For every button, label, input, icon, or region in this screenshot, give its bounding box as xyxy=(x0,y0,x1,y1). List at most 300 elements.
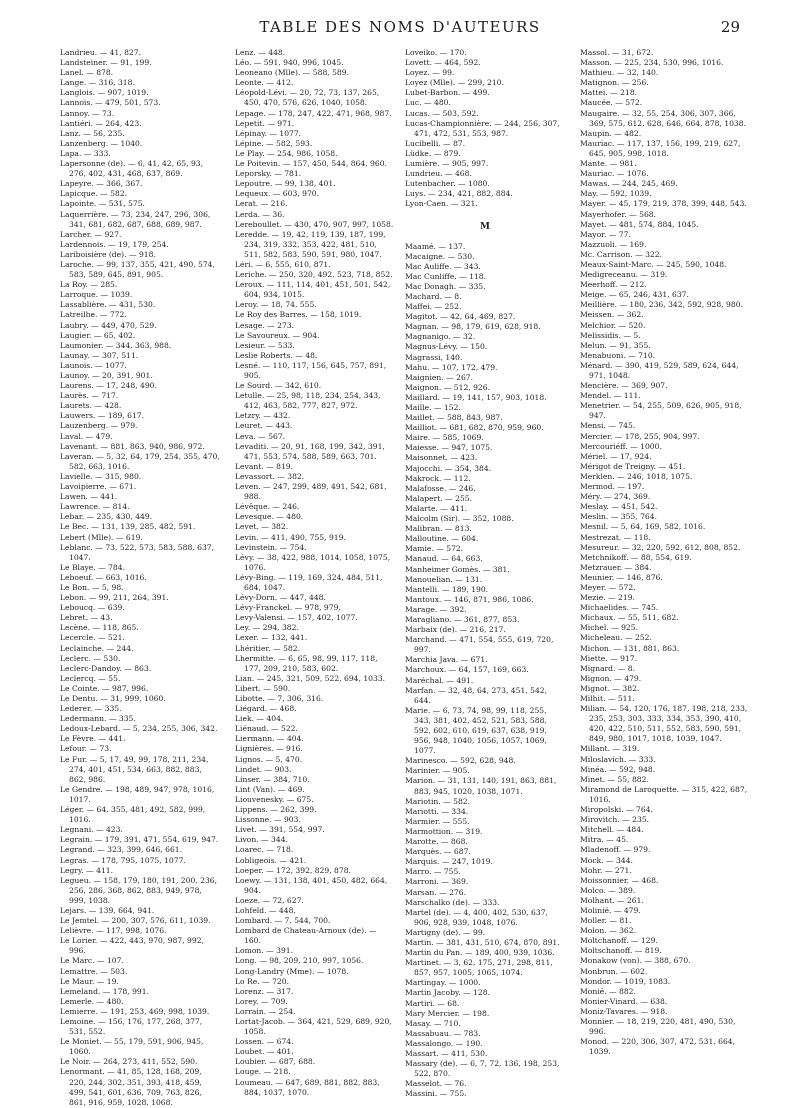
index-entry: Mercier. — 178, 255, 904, 997. xyxy=(580,431,700,441)
index-entry: Ley. — 294, 382. xyxy=(235,623,299,633)
index-entry: Lerat. — 216. xyxy=(235,199,288,209)
index-entry: Lavielle. — 315, 980. xyxy=(60,471,142,481)
index-entry: Malarte. — 411. xyxy=(405,503,468,513)
index-entry: Leva. — 567. xyxy=(235,431,286,441)
index-entry: Marroni. — 369. xyxy=(405,877,469,887)
index-entry: Mérigot de Treigny. — 451. xyxy=(580,461,686,471)
index-column-3 xyxy=(405,48,565,1099)
index-entry: Mencière. — 369, 907. xyxy=(580,381,668,391)
index-entry: Martel (de). — 4, 400, 402, 530, 637, 906, 928, 939, 1048, 1076. xyxy=(405,907,548,927)
page-header xyxy=(0,18,800,40)
index-entry: Leven. — 247, 299, 489, 491, 542, 681, 988. xyxy=(235,482,387,502)
index-entry: Mercouriéff. — 1000. xyxy=(580,441,662,451)
index-entry: Laumonier. — 344, 363, 988. xyxy=(60,340,172,350)
index-entry: Le Gendre. — 198, 489, 947, 978, 1016, 1017. xyxy=(60,784,215,804)
index-entry: Landrieu. — 41, 827. xyxy=(60,48,141,57)
index-entry: Lohfeld. — 448. xyxy=(235,905,296,915)
index-entry: Meerhoff. — 212. xyxy=(580,280,647,290)
index-entry: Lebret. — 43. xyxy=(60,613,113,623)
index-entry: Marotte. — 868. xyxy=(405,837,468,847)
index-entry: Monié. — 882. xyxy=(580,986,636,996)
index-entry: Moissonnier. — 468. xyxy=(580,875,659,885)
index-entry: Lardennois. — 19, 179, 254. xyxy=(60,239,169,249)
index-entry: Martin du Pan. — 189, 400, 939, 1036. xyxy=(405,948,555,958)
index-entry: Mignon. — 479. xyxy=(580,673,642,683)
index-entry: Le Fèvre. — 441. xyxy=(60,734,126,744)
index-column-1 xyxy=(60,48,220,1107)
index-entry: Maucée. — 572. xyxy=(580,98,643,108)
index-entry: Leporsky. — 781. xyxy=(235,169,302,179)
index-entry: Mayor. — 77. xyxy=(580,229,631,239)
index-entry: Lecercle. — 521. xyxy=(60,633,125,643)
index-entry: Medigreceanu. — 319. xyxy=(580,270,668,280)
index-entry: Lomon. — 391. xyxy=(235,946,294,956)
index-entry: Marie. — 6, 73, 74, 98, 99, 118, 255, 343, 381, 402, 452, 521, 583, 588, 592, 602, 610, 619, 637, 638, 919, 956, 948, 1040, 1056, 1057, 1069, 1077. xyxy=(405,705,547,756)
index-entry: Lanz. — 56, 235. xyxy=(60,128,125,138)
index-entry: Mahu. — 107, 172, 479. xyxy=(405,362,498,372)
index-entry: Lederer. — 335. xyxy=(60,704,122,714)
index-entry: Mac Auliffe. — 343. xyxy=(405,261,481,271)
index-entry: Marschalko (de). — 333. xyxy=(405,897,500,907)
index-entry: Lévêque. — 246. xyxy=(235,502,300,512)
index-entry: Magrassi, 140. xyxy=(405,352,463,362)
page-title: TABLE DES NOMS D'AUTEURS xyxy=(259,18,541,36)
index-entry: Marchoux. — 64, 157, 169, 663. xyxy=(405,665,529,675)
index-entry: Moltschanoff. — 819. xyxy=(580,946,662,956)
index-entry: Meaux-Saint-Marc. — 245, 590, 1048. xyxy=(580,259,727,269)
index-entry: Moller. — 81. xyxy=(580,916,632,926)
index-entry: Larcher. — 927. xyxy=(60,229,122,239)
index-entry: Millant. — 319. xyxy=(580,744,640,754)
index-entry: Mignard. — 8. xyxy=(580,663,636,673)
index-entry: Levin. — 411, 490, 755, 919. xyxy=(235,532,346,542)
index-entry: Lequeux. — 603, 970. xyxy=(235,189,320,199)
index-entry: Levaditi. — 20, 91, 168, 199, 342, 391, 471, 553, 574, 588, 589, 663, 701. xyxy=(235,441,385,461)
index-entry: Lapicque. — 582. xyxy=(60,189,128,199)
index-entry: Menabuoni. — 710. xyxy=(580,350,656,360)
index-entry: Le Blaye. — 784. xyxy=(60,562,126,572)
index-entry: Letzry. — 432. xyxy=(235,411,291,421)
index-entry: Méry. — 274, 369. xyxy=(580,492,651,502)
index-entry: Massalongo. — 190. xyxy=(405,1038,483,1048)
index-entry: Monier-Vinard. — 638. xyxy=(580,996,668,1006)
index-entry: Leclerc. — 530. xyxy=(60,653,121,663)
index-entry: Lortat-Jacob. — 364, 421, 529, 689, 920, 1058. xyxy=(235,1017,392,1037)
index-entry: Meissen. — 362. xyxy=(580,310,644,320)
index-entry: Maignon. — 512, 926. xyxy=(405,382,491,392)
index-entry: Lawen. — 441. xyxy=(60,492,118,502)
index-entry: Lannois. — 479, 501, 573. xyxy=(60,98,161,108)
index-entry: Michon. — 131, 881, 863. xyxy=(580,643,680,653)
index-entry: Libotte. — 7, 306, 316. xyxy=(235,694,324,703)
index-entry: Le Maur. — 19. xyxy=(60,976,119,986)
index-entry: Larroque. — 1039. xyxy=(60,290,133,300)
index-entry: Lanel. — 878. xyxy=(60,68,114,78)
index-column-2 xyxy=(235,48,395,1097)
index-entry: Lorey. — 709. xyxy=(235,996,288,1006)
index-entry: Laveran. — 5, 32, 64, 179, 254, 355, 470, 582, 663, 1016. xyxy=(60,451,220,471)
index-entry: Lévy-Franckel. — 978, 979. xyxy=(235,603,341,613)
index-entry: Mantoux. — 146, 871, 986, 1086. xyxy=(405,594,534,604)
index-entry: Le Sourd. — 342, 610. xyxy=(235,381,322,391)
index-entry: Mayerhofer. — 568. xyxy=(580,209,657,219)
index-entry: Launois. — 1077. xyxy=(60,360,127,370)
index-entry: Maignien. — 267. xyxy=(405,372,474,382)
index-entry: Mante. — 981. xyxy=(580,159,637,169)
index-entry: Leredde. — 19, 42, 119, 139, 187, 199, 234, 319, 332, 353, 422, 481, 510, 511, 582, 583, 590, 591, 980, 1047. xyxy=(235,229,386,259)
index-entry: Meunier. — 146, 876. xyxy=(580,572,663,582)
index-entry: Mendel. — 111. xyxy=(580,391,641,401)
index-entry: Mohr. — 271. xyxy=(580,865,632,875)
index-entry: Luys. — 234, 421, 882, 884. xyxy=(405,189,513,199)
index-entry: Mladenoff. — 979. xyxy=(580,845,651,855)
index-entry: Lantiéri. — 264, 423. xyxy=(60,118,142,128)
index-entry: Monod. — 220, 306, 307, 472, 531, 664, 1039. xyxy=(580,1037,736,1057)
index-entry: Mantelli. — 189, 190. xyxy=(405,584,489,594)
index-entry: Mauriac. — 117, 137, 156, 199, 219, 627, 645, 905, 998, 1018. xyxy=(580,138,741,158)
index-entry: Marinier. — 905. xyxy=(405,766,470,776)
index-entry: Meige. — 65, 246, 431, 637. xyxy=(580,290,689,300)
index-entry: Macaigne. — 530. xyxy=(405,251,475,261)
index-entry: Miramond de Laroquette. — 315, 422, 687, 1016. xyxy=(580,784,748,804)
index-entry: Long. — 98, 209, 210, 997, 1056. xyxy=(235,956,364,966)
index-entry: Lejars. — 139, 664, 941. xyxy=(60,905,155,915)
index-entry: Lhéritier. — 582. xyxy=(235,643,300,653)
index-entry: Loyez. — 99. xyxy=(405,68,455,78)
index-entry: Milian. — 54, 120, 176, 187, 198, 218, 233, 235, 253, 303, 333, 334, 353, 390, 410, 420, 422, 510, 511, 552, 583, 590, 591, 849, 980, 1017, 1018, 1039, 1047. xyxy=(580,704,748,744)
index-entry: Mezie. — 219. xyxy=(580,593,635,603)
index-entry: Mock. — 344. xyxy=(580,855,633,865)
index-entry: Lint (Van). — 469. xyxy=(235,784,305,794)
index-entry: Maugaire. — 32, 55, 254, 306, 307, 366, 369, 575, 612, 628, 646, 664, 878, 1038. xyxy=(580,108,746,128)
index-entry: Lavoipierre. — 671. xyxy=(60,482,137,492)
index-entry: Masson. — 225, 234, 530, 996, 1016. xyxy=(580,58,724,68)
index-entry: Livon. — 344. xyxy=(235,835,288,845)
index-entry: Lemattre. — 503. xyxy=(60,966,128,976)
index-entry: Loyez (Mlle). — 299, 210. xyxy=(405,78,504,88)
index-entry: Lannoy. — 73. xyxy=(60,108,115,118)
index-entry: Metzrauer. — 384. xyxy=(580,562,652,572)
index-entry: Louge. — 218. xyxy=(235,1067,291,1077)
index-entry: Magnus-Lévy. — 150. xyxy=(405,342,488,352)
index-entry: Lossen. — 674. xyxy=(235,1037,294,1047)
index-entry: Magnanigo. — 32. xyxy=(405,332,476,342)
index-entry: Lauwers. — 189, 617. xyxy=(60,411,145,421)
index-entry: Massini. — 755. xyxy=(405,1089,467,1099)
index-entry: Lévy-Bing. — 119, 169, 324, 484, 511, 684, 1047. xyxy=(235,572,383,592)
index-entry: Marage. — 392. xyxy=(405,604,467,614)
index-entry: Maille. — 152. xyxy=(405,403,461,412)
index-entry: Mermod. — 197. xyxy=(580,482,645,492)
index-entry: Molon. — 362. xyxy=(580,926,636,936)
index-entry: Lo Re. — 720. xyxy=(235,976,289,986)
index-entry: Lundrieu. — 468. xyxy=(405,169,472,179)
page-number: 29 xyxy=(720,18,740,36)
index-entry: Léri. — 6, 555, 610, 871. xyxy=(235,259,331,269)
index-entry: Landsteiner. — 91, 199. xyxy=(60,58,152,68)
index-entry: Malapert. — 255. xyxy=(405,493,473,503)
index-entry: Loumeau. — 647, 689, 881, 882, 883, 884, 1037, 1070. xyxy=(235,1077,380,1097)
index-entry: Launoy. — 20, 391, 901. xyxy=(60,371,153,380)
index-entry: Legueu. — 158, 179, 180, 191, 200, 236, 256, 286, 368, 862, 883, 949, 978, 999, 1038. xyxy=(60,875,218,905)
index-entry: Moniz-Tavares. — 918. xyxy=(580,1006,668,1016)
index-entry: Lapa. — 333. xyxy=(60,148,111,158)
section-letter-heading: M xyxy=(480,221,490,232)
index-entry: Lebon. — 99, 211, 264, 391. xyxy=(60,593,169,603)
index-entry: Mitra. — 45. xyxy=(580,835,629,845)
index-entry: Le Poitevin. — 157, 450, 544, 864, 960. xyxy=(235,159,387,169)
index-entry: Marbaix (de). — 216, 217. xyxy=(405,625,506,635)
index-entry: Milhit. — 511. xyxy=(580,694,635,703)
index-entry: Lucas. — 503, 592. xyxy=(405,108,479,118)
index-entry: Mesureur. — 32, 220, 592, 612, 808, 852. xyxy=(580,542,741,552)
index-entry: Lenormant. — 41, 85, 128, 168, 209, 220, 244, 302, 351, 393, 418, 459, 499, 541, 601, 636, 709, 763, 826, 861, 916, 959, 1028, 1068. xyxy=(60,1067,202,1107)
index-entry: Legrand. — 323, 399, 646, 661. xyxy=(60,845,183,855)
index-entry: Letulle. — 25, 98, 118, 234, 254, 343, 412, 463, 582, 777, 827, 972. xyxy=(235,391,381,411)
index-entry: Lefour. — 73. xyxy=(60,744,112,754)
index-entry: Laquerrière. — 73, 234, 247, 296, 306, 341, 681, 682, 687, 688, 689, 987. xyxy=(60,209,211,229)
index-entry: Loeze. — 72, 627. xyxy=(235,895,304,905)
index-entry: Lombard. — 7, 544, 700. xyxy=(235,916,331,926)
index-entry: Mignot. — 382. xyxy=(580,683,640,693)
index-entry: Loewy. — 131, 138, 401, 450, 482, 664, 904. xyxy=(235,875,388,895)
index-entry: Le Moniet. — 55, 179, 591, 906, 945, 1060. xyxy=(60,1037,204,1057)
index-entry: Levet. — 382. xyxy=(235,522,289,532)
index-entry: Loveiko. — 170. xyxy=(405,48,467,57)
index-entry: Mathieu. — 32, 140. xyxy=(580,68,659,78)
index-entry: Marinesco. — 592, 628, 948. xyxy=(405,756,516,766)
index-entry: Maupin. — 482. xyxy=(580,128,642,138)
index-entry: Lucibelli. — 87. xyxy=(405,138,466,148)
index-entry: Mauriac. — 1076. xyxy=(580,169,649,179)
index-column-4 xyxy=(580,48,752,1078)
index-entry: Lemeland. — 178, 991. xyxy=(60,986,150,996)
index-entry: Matignon. — 256. xyxy=(580,78,649,88)
index-entry: Magitot. — 42, 64, 469, 827. xyxy=(405,312,516,322)
index-entry: Mariotin. — 582. xyxy=(405,796,471,806)
index-entry: Lévy-Dorn. — 447, 448. xyxy=(235,593,326,603)
index-entry: Lereboullet. — 430, 470, 907, 997, 1058. xyxy=(235,219,394,229)
index-entry: Molinié. — 479. xyxy=(580,905,641,915)
index-entry: Linser. — 384, 710. xyxy=(235,774,310,784)
index-entry: Latreilhe. — 772. xyxy=(60,310,127,320)
index-entry: Martin. — 381, 431, 510, 674, 870, 891. xyxy=(405,937,560,947)
index-entry: Manheimer Gomès. — 381. xyxy=(405,564,510,574)
index-entry: Legry. — 411. xyxy=(60,865,114,875)
index-entry: Le Savoureux. — 904. xyxy=(235,330,320,340)
index-entry: Liermann. — 404. xyxy=(235,734,304,744)
index-entry: Mériel. — 17, 924. xyxy=(580,451,652,461)
index-entry: Maire. — 585, 1069. xyxy=(405,433,484,443)
index-entry: Laroche. — 99, 137, 355, 421, 490, 574, 583, 589, 645, 891, 905. xyxy=(60,259,215,280)
index-entry: Lutenbacher. — 1080. xyxy=(405,179,490,189)
index-entry: Metchnikoff. — 88, 554, 619. xyxy=(580,552,692,562)
index-entry: Lexer. — 132, 441. xyxy=(235,633,308,643)
index-entry: Martiri. — 68. xyxy=(405,998,460,1008)
index-entry: Machard. — 8. xyxy=(405,291,462,301)
index-entry: Laurens. — 17, 248, 490. xyxy=(60,381,157,391)
index-entry: Leboucq. — 639. xyxy=(60,603,125,613)
index-entry: Langlois. — 907, 1019. xyxy=(60,88,149,98)
index-entry: Liek. — 404. xyxy=(235,714,284,724)
index-entry: Malibran. — 813. xyxy=(405,524,472,534)
index-entry: Luc. — 480. xyxy=(405,98,451,108)
index-entry: Levesque. — 480. xyxy=(235,512,304,522)
index-entry: Mattei. — 218. xyxy=(580,88,638,98)
index-entry: Legrain. — 179, 391, 471, 554, 619, 947. xyxy=(60,835,219,845)
index-entry: Lenz. — 448. xyxy=(235,48,286,57)
index-entry: Launay. — 307, 511. xyxy=(60,350,139,360)
index-entry: Marfan. — 32, 48, 64, 273, 451, 542, 644. xyxy=(405,685,548,705)
index-entry: Legras. — 178, 795, 1075, 1077. xyxy=(60,855,186,865)
index-entry: Lesage. — 273. xyxy=(235,320,295,330)
index-entry: Meillière. — 180, 236, 342, 592, 928, 980. xyxy=(580,300,743,310)
index-entry: Lombard de Chateau-Arnoux (de). — 160. xyxy=(235,926,377,946)
index-entry: Levy-Valensi. — 157, 402, 1077. xyxy=(235,613,358,623)
index-entry: Leblanc. — 73, 522, 573, 583, 588, 637, 1047. xyxy=(60,542,215,562)
index-entry: Maiesse. — 947, 1075. xyxy=(405,443,493,453)
index-entry: Minéa. — 592, 948. xyxy=(580,764,656,774)
index-entry: Lavenant. — 881, 863, 940, 986, 972. xyxy=(60,441,205,451)
index-entry: Lepoutre. — 99, 138, 401. xyxy=(235,179,336,189)
index-entry: Mayet. — 481, 574, 884, 1045. xyxy=(580,219,699,229)
index-entry: Le Bon. — 5, 98. xyxy=(60,582,124,592)
index-entry: Mac Cunliffe. — 118. xyxy=(405,271,487,281)
index-entry: Marquis. — 247, 1019. xyxy=(405,857,493,867)
index-entry: Lissonne. — 903. xyxy=(235,815,301,825)
index-entry: Marquès. — 687. xyxy=(405,847,471,857)
index-entry: Marion. — 31, 131, 140, 191, 863, 881, 883, 945, 1020, 1038, 1071. xyxy=(405,776,557,796)
index-entry: Marro. — 755. xyxy=(405,867,461,877)
index-entry: Laurets. — 428. xyxy=(60,401,122,411)
index-entry: Massart. — 411, 530. xyxy=(405,1049,488,1058)
index-entry: Molhant. — 261. xyxy=(580,895,644,905)
index-entry: Loarec. — 718. xyxy=(235,845,294,855)
index-entry: Lüdke. — 879. xyxy=(405,148,461,158)
index-entry: Mestrezat. — 118. xyxy=(580,532,651,542)
index-entry: Leslie Roberts. — 48. xyxy=(235,350,318,360)
index-entry: Marchia Java. — 671. xyxy=(405,655,488,665)
index-entry: Lépine. — 582, 593. xyxy=(235,138,313,148)
index-entry: Mensi. — 745. xyxy=(580,421,636,431)
index-entry: Lhermitte. — 6, 65, 98, 99, 117, 118, 177, 209, 210, 583, 602. xyxy=(235,653,378,673)
index-entry: Manaud. — 64, 663. xyxy=(405,554,483,564)
index-entry: Martigny (de). — 99. xyxy=(405,927,486,937)
index-entry: Melun. — 91, 355. xyxy=(580,340,651,350)
index-entry: Maragliano. — 361, 877, 853. xyxy=(405,614,520,624)
index-entry: Loubier. — 687, 688. xyxy=(235,1057,316,1067)
index-entry: Merklen. — 246, 1018, 1075. xyxy=(580,471,693,481)
index-entry: Loeper. — 172, 392, 829, 878. xyxy=(235,865,351,875)
index-entry: Le Roy des Barres. — 158, 1019. xyxy=(235,310,362,320)
index-entry: Lerda. — 36. xyxy=(235,209,285,219)
index-entry: Michaelides. — 745. xyxy=(580,603,659,613)
index-entry: Lumière. — 905, 997. xyxy=(405,159,489,169)
index-entry: Marmier. — 555. xyxy=(405,816,470,826)
index-entry: Lignos. — 5, 470. xyxy=(235,754,303,764)
index-entry: Mac Donagh. — 335. xyxy=(405,281,486,291)
index-entry: Lauzenberg. — 979. xyxy=(60,421,138,431)
index-entry: Martingay. — 1000. xyxy=(405,978,481,988)
index-entry: Léger. — 64, 355, 481, 492, 582, 999, 1016. xyxy=(60,805,206,825)
index-entry: Malafosse. — 246. xyxy=(405,483,476,493)
index-entry: Mc. Carrison. — 322. xyxy=(580,249,662,259)
index-entry: Lassablière. — 431, 530. xyxy=(60,300,156,310)
index-entry: Lepage. — 178, 247, 422, 471, 968, 987. xyxy=(235,108,392,118)
index-entry: Ledermann. — 335. xyxy=(60,714,136,724)
index-entry: Leuret. — 443. xyxy=(235,421,293,431)
index-entry: Lebar. — 235, 430, 449. xyxy=(60,512,153,522)
index-entry: Lemerle. — 480. xyxy=(60,996,124,1006)
index-entry: Lanzenberg. — 1040. xyxy=(60,138,143,148)
index-entry: Mary Mercier. — 198. xyxy=(405,1008,490,1018)
index-entry: Lubet-Barbon. — 499. xyxy=(405,88,490,98)
index-entry: Levant. — 819. xyxy=(235,461,294,471)
index-entry: Leroy. — 18, 74, 555. xyxy=(235,300,317,310)
index-entry: Massabuau. — 783. xyxy=(405,1028,481,1038)
index-entry: Livet. — 391, 554, 997. xyxy=(235,825,325,835)
index-entry: Leoneano (Mlle). — 588, 589. xyxy=(235,68,350,78)
index-entry: Lemierre. — 191, 253, 469, 998, 1039. xyxy=(60,1006,210,1016)
index-entry: Laurès. — 717. xyxy=(60,391,119,401)
index-entry: Massary (de). — 6, 7, 72, 136, 198, 253, 522, 870. xyxy=(405,1059,560,1079)
index-entry: Leboeuf. — 663, 1016. xyxy=(60,572,147,582)
index-entry: Lawrence. — 814. xyxy=(60,502,130,512)
index-entry: Le Jemtel. — 200, 307, 576, 611, 1039. xyxy=(60,916,211,926)
index-entry: Menetrier. — 54, 255, 509, 626, 905, 918, 947. xyxy=(580,401,742,421)
index-entry: Liénaud. — 522. xyxy=(235,724,298,734)
index-entry: Ménard. — 390, 419, 529, 589, 624, 644, 971, 1048. xyxy=(580,360,739,380)
index-entry: Martinet. — 3, 62, 175, 271, 298, 811, 857, 957, 1005, 1065, 1074. xyxy=(405,958,553,978)
index-entry: Maisonnet. — 423. xyxy=(405,453,478,463)
index-entry: Lignières. — 916. xyxy=(235,744,303,754)
index-entry: Meslay. — 451, 542. xyxy=(580,502,658,512)
index-entry: Lecène. — 118, 865. xyxy=(60,623,139,633)
index-entry: Lorrain. — 254. xyxy=(235,1006,296,1016)
index-entry: Leroux. — 111, 114, 401, 451, 501, 542, 604, 934, 1015. xyxy=(235,280,391,300)
index-entry: Meyer. — 572. xyxy=(580,582,636,592)
index-entry: Manouelian. — 131. xyxy=(405,574,483,584)
index-entry: Majocchi. — 354, 384. xyxy=(405,463,492,473)
index-entry: Lapointe. — 531, 575. xyxy=(60,199,145,209)
index-entry: Malcolm (Sir). — 352, 1088. xyxy=(405,514,514,524)
index-entry: Le Cointe. — 987, 996. xyxy=(60,683,149,693)
index-entry: Lesné. — 110, 117, 156, 645, 757, 891, 905. xyxy=(235,360,387,380)
author-index xyxy=(60,48,750,1107)
index-entry: Minet. — 55, 882. xyxy=(580,774,649,784)
index-entry: Miette. — 917. xyxy=(580,653,638,663)
index-entry: Lovett. — 464, 592. xyxy=(405,58,481,68)
index-entry: Lucas-Championnière. — 244, 256, 307, 471, 472, 531, 553, 987. xyxy=(405,118,560,138)
index-entry: Lobligeois. — 421. xyxy=(235,855,307,865)
index-entry: Mazzuoli. — 169. xyxy=(580,239,647,249)
index-entry: Leclercq. — 55. xyxy=(60,673,121,683)
index-entry: Mailliot. — 681, 682, 870, 959, 960. xyxy=(405,423,544,433)
index-entry: La Roy. — 285. xyxy=(60,280,118,290)
index-entry: Lemoine. — 156, 176, 177, 268, 377, 531, 552. xyxy=(60,1017,203,1037)
index-entry: Mondor. — 1019, 1083. xyxy=(580,976,671,986)
index-entry: Lépinay. — 1077. xyxy=(235,128,302,138)
index-entry: Lelièvre. — 117, 998, 1076. xyxy=(60,926,167,936)
index-entry: Libert. — 590. xyxy=(235,683,291,693)
index-entry: Miloslavich. — 333. xyxy=(580,754,656,764)
index-entry: Lindet. — 903. xyxy=(235,764,292,774)
index-entry: Lian. — 245, 321, 509, 522, 694, 1033. xyxy=(235,673,386,683)
index-entry: Maamé. — 137. xyxy=(405,241,466,251)
index-entry: Lebert (Mlle). — 619. xyxy=(60,532,143,542)
index-entry: Mawas. — 244, 245, 469. xyxy=(580,179,678,189)
index-entry: Maillard. — 19, 141, 157, 903, 1018. xyxy=(405,392,547,402)
